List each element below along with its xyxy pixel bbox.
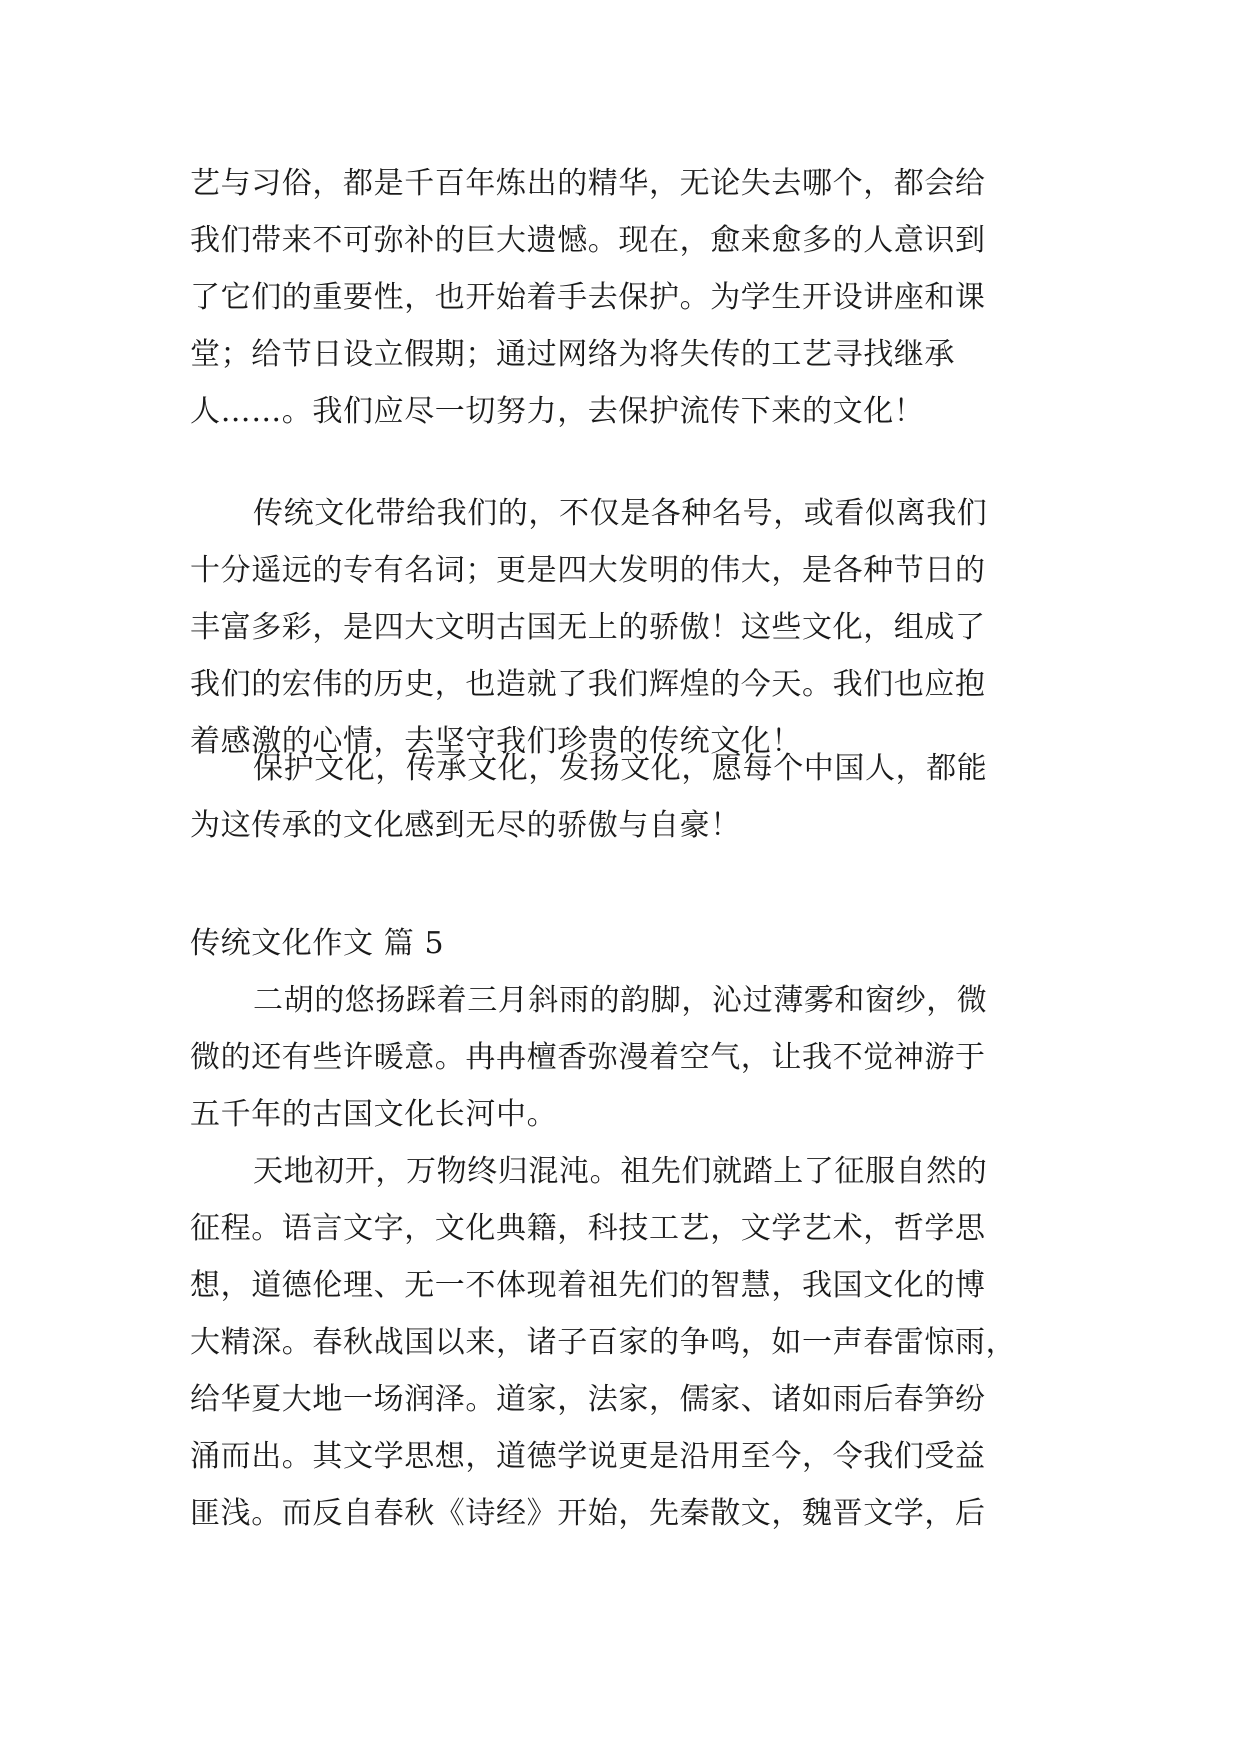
paragraph-2	[190, 485, 1052, 770]
paragraph-line: 我们的宏伟的历史，也造就了我们辉煌的今天。我们也应抱	[190, 667, 986, 702]
paragraph-4	[190, 972, 1052, 1143]
paragraph-3	[190, 740, 1052, 854]
paragraph-line: 了它们的重要性，也开始着手去保护。为学生开设讲座和课	[190, 280, 986, 315]
paragraph-line: 为这传承的文化感到无尽的骄傲与自豪！	[190, 808, 741, 843]
paragraph-line: 给华夏大地一场润泽。道家，法家，儒家、诸如雨后春笋纷	[190, 1382, 986, 1417]
paragraph-line: 丰富多彩，是四大文明古国无上的骄傲！这些文化，组成了	[190, 610, 986, 645]
paragraph-line: 想，道德伦理、无一不体现着祖先们的智慧，我国文化的博	[190, 1268, 986, 1303]
paragraph-line: 保护文化，传承文化，发扬文化，愿每个中国人，都能	[253, 751, 988, 786]
paragraph-line: 艺与习俗，都是千百年炼出的精华，无论失去哪个，都会给	[190, 166, 986, 201]
paragraph-line: 我们带来不可弥补的巨大遗憾。现在，愈来愈多的人意识到	[190, 223, 986, 258]
section-heading: 传统文化作文 篇 5	[190, 926, 445, 961]
paragraph-line: 匪浅。而反自春秋《诗经》开始，先秦散文，魏晋文学，后	[190, 1496, 986, 1531]
paragraph-line: 着感激的心情，去坚守我们珍贵的传统文化！	[190, 724, 802, 759]
paragraph-line: 微的还有些许暖意。冉冉檀香弥漫着空气，让我不觉神游于	[190, 1040, 986, 1075]
paragraph-line: 十分遥远的专有名词；更是四大发明的伟大，是各种节日的	[190, 553, 986, 588]
paragraph-line: 涌而出。其文学思想，道德学说更是沿用至今，令我们受益	[190, 1439, 986, 1474]
paragraph-line: 征程。语言文字，文化典籍，科技工艺，文学艺术，哲学思	[190, 1211, 986, 1246]
paragraph-line: 堂；给节日设立假期；通过网络为将失传的工艺寻找继承	[190, 337, 955, 372]
paragraph-5	[190, 1143, 1052, 1542]
paragraph-line: 五千年的古国文化长河中。	[190, 1097, 558, 1132]
paragraph-line: 二胡的悠扬踩着三月斜雨的韵脚，沁过薄雾和窗纱，微	[253, 983, 988, 1018]
paragraph-line: 传统文化带给我们的，不仅是各种名号，或看似离我们	[253, 496, 988, 531]
paragraph-line: 天地初开，万物终归混沌。祖先们就踏上了征服自然的	[253, 1154, 988, 1189]
paragraph-line: 人……。我们应尽一切努力，去保护流传下来的文化！	[190, 394, 925, 429]
paragraph-line: 大精深。春秋战国以来，诸子百家的争鸣，如一声春雷惊雨，	[190, 1325, 1017, 1360]
paragraph-1	[190, 155, 1052, 440]
